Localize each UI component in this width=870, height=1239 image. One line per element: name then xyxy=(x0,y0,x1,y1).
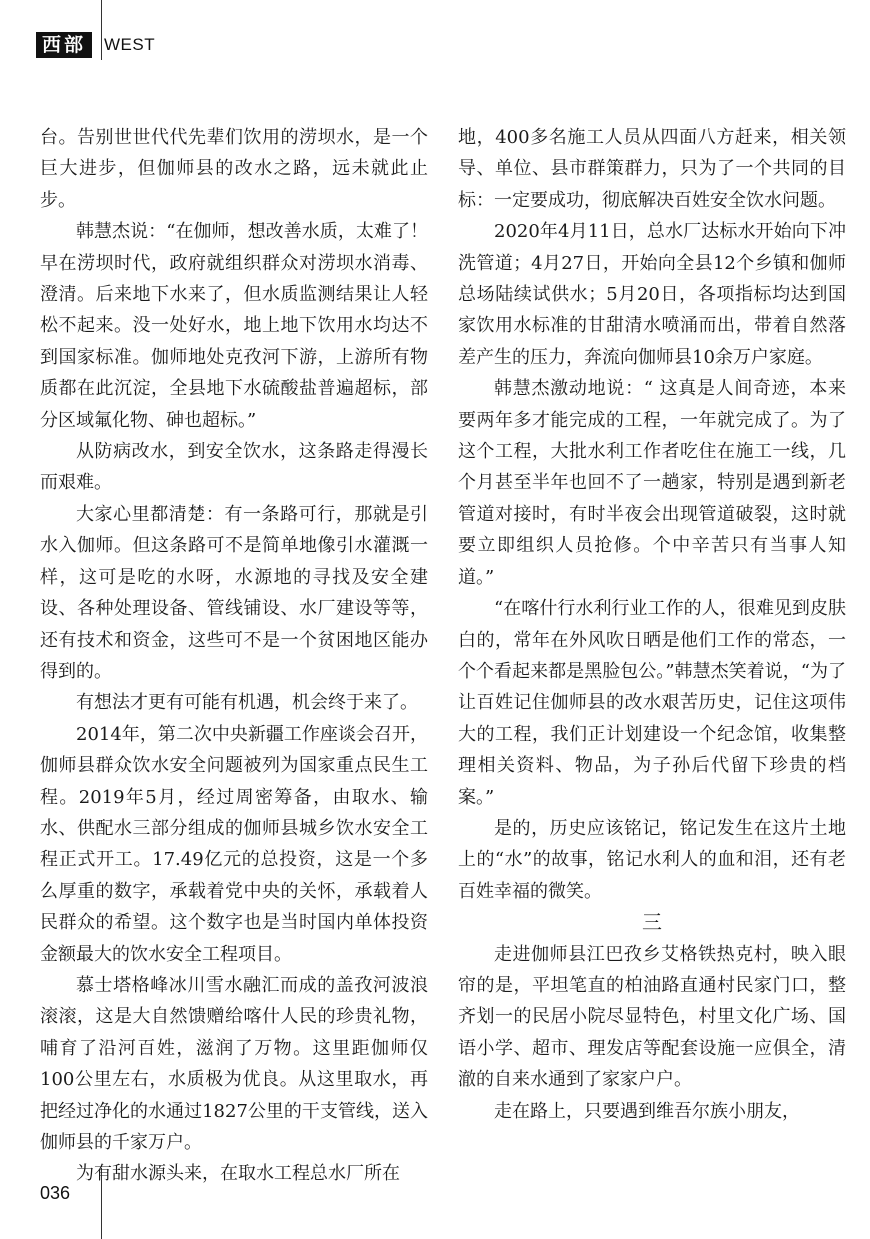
page-number: 036 xyxy=(40,1183,71,1203)
paragraph: 2020年4月11日，总水厂达标水开始向下冲洗管道；4月27日，开始向全县12个乡镇和伽师总场陆续试供水；5月20日，各项指标均达到国家饮用水标准的甘甜清水喷涌而出，带着自然落差产生的压力，奔流向伽师县10余万户家庭。 xyxy=(458,221,846,368)
paragraph: 地，400多名施工人员从四面八方赶来，相关领导、单位、县市群策群力，只为了一个共同的目标：一定要成功，彻底解决百姓安全饮水问题。 xyxy=(458,127,846,211)
paragraph: 从防病改水，到安全饮水，这条路走得漫长而艰难。 xyxy=(40,441,428,494)
section-heading: 三 xyxy=(642,910,662,935)
paragraph: 大家心里都清楚：有一条路可行，那就是引水入伽师。但这条路可不是简单地像引水灌溉一样，这可是吃的水呀，水源地的寻找及安全建设、各种处理设备、管线铺设、水厂建设等等，还有技术和资金，这些可不是一个贫困地区能办得到的。 xyxy=(40,503,428,682)
paragraph: 2014年，第二次中央新疆工作座谈会召开，伽师县群众饮水安全问题被列为国家重点民生工程。2019年5月，经过周密筹备，由取水、输水、供配水三部分组成的伽师县城乡饮水安全工程正式开工。17.49亿元的总投资，这是一个多么厚重的数字，承载着党中央的关怀，承载着人民群众的希望。这个数字也是当时国内单体投资金额最大的饮水安全工程项目。 xyxy=(40,723,428,965)
paragraph: 是的，历史应该铭记，铭记发生在这片土地上的“水”的故事，铭记水利人的血和泪，还有老百姓幸福的微笑。 xyxy=(458,817,846,902)
section-title: WEST xyxy=(104,35,156,54)
section-badge: 西部 xyxy=(36,32,92,58)
paragraph: 为有甜水源头来，在取水工程总水厂所在 xyxy=(76,1163,400,1185)
right-text-column xyxy=(458,122,846,1127)
left-text-column xyxy=(40,122,428,1190)
paragraph: 韩慧杰说：“在伽师，想改善水质，太难了！早在涝坝时代，政府就组织群众对涝坝水消毒、澄清。后来地下水来了，但水质监测结果让人轻松不起来。没一处好水，地上地下饮用水均达不到国家标准。伽师地处克孜河下游，上游所有物质都在此沉淀，全县地下水硫酸盐普遍超标，部分区域氟化物、砷也超标。” xyxy=(40,221,428,431)
magazine-header xyxy=(36,32,155,58)
paragraph: 走在路上，只要遇到维吾尔族小朋友， xyxy=(494,1100,800,1122)
paragraph: 慕士塔格峰冰川雪水融汇而成的盖孜河波浪滚滚，这是大自然馈赠给喀什人民的珍贵礼物，哺育了沿河百姓，滋润了万物。这里距伽师仅100公里左右，水质极为优良。从这里取水，再把经过净化的水通过1827公里的干支管线，送入伽师县的千家万户。 xyxy=(40,974,428,1153)
paragraph: 韩慧杰激动地说：“ 这真是人间奇迹，本来要两年多才能完成的工程，一年就完成了。为了这个工程，大批水利工作者吃住在施工一线，几个月甚至半年也回不了一趟家，特别是遇到新老管道对接时，有时半夜会出现管道破裂，这时就要立即组织人员抢修。个中辛苦只有当事人知道。” xyxy=(458,378,846,588)
paragraph: 有想法才更有可能有机遇，机会终于来了。 xyxy=(76,692,418,714)
paragraph: “在喀什行水利行业工作的人，很难见到皮肤白的，常年在外风吹日晒是他们工作的常态，一个个看起来都是黑脸包公。”韩慧杰笑着说，“为了让百姓记住伽师县的改水艰苦历史，记住这项伟大的工程，我们正计划建设一个纪念馆，收集整理相关资料、物品，为子孙后代留下珍贵的档案。” xyxy=(458,598,846,808)
paragraph: 走进伽师县江巴孜乡艾格铁热克村，映入眼帘的是，平坦笔直的柏油路直通村民家门口，整齐划一的民居小院尽显特色，村里文化广场、国语小学、超市、理发店等配套设施一应俱全，清澈的自来水通到了家家户户。 xyxy=(458,943,846,1091)
paragraph: 台。告别世世代代先辈们饮用的涝坝水，是一个巨大进步，但伽师县的改水之路，远未就此止步。 xyxy=(40,127,428,211)
